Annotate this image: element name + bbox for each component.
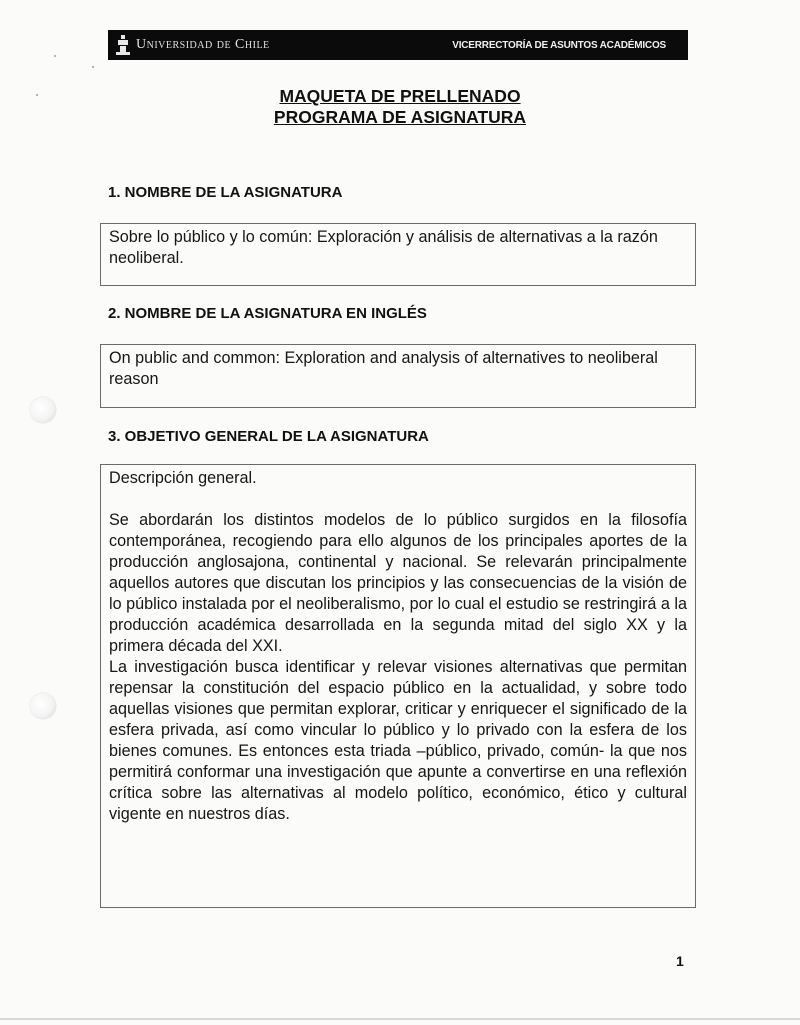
section-3-paragraph-1: Se abordarán los distintos modelos de lo público surgidos en la filosofía contemporánea, recogiendo para ello algunos de los principales aportes de la producción anglosajona, continental y nacional. Se relevarán principalmente aquellos autores que discutan los principios y las consecuencias de la visión de lo público instalada por el neoliberalismo, por lo cual el estudio se restringirá a la producción académica desarrollada en la segunda mitad del siglo XX y la primera década del XXI.	[109, 511, 687, 655]
vice-rectory-label: VICERRECTORÍA DE ASUNTOS ACADÉMICOS	[452, 39, 666, 51]
section-3-box	[100, 464, 696, 908]
section-2-content: On public and common: Exploration and analysis of alternatives to neoliberal reason	[109, 349, 658, 388]
scan-speck	[54, 55, 56, 57]
document-title	[0, 86, 800, 128]
page-bottom-edge	[0, 1018, 800, 1020]
section-1-box	[100, 223, 696, 286]
university-name: Universidad de Chile	[136, 37, 270, 52]
page-number: 1	[676, 953, 684, 969]
title-line-2: PROGRAMA DE ASIGNATURA	[273, 107, 527, 127]
header-bar	[108, 30, 688, 60]
section-3-intro: Descripción general.	[109, 469, 257, 487]
university-crest-icon	[116, 35, 130, 55]
section-1-content: Sobre lo público y lo común: Exploración y análisis de alternativas a la razón neoliberal.	[109, 228, 658, 267]
section-3-paragraph-2: La investigación busca identificar y relevar visiones alternativas que permitan repensar la constitución del espacio público en la actualidad, y sobre todo aquellas visiones que permitan explorar, criticar y enriquecer el significado de la esfera privada, así como vincular lo público y lo privado con la esfera de los bienes comunes. Es entonces esta triada –público, privado, común- la que nos permitirá conformar una investigación que apunte a convertirse en una reflexión crítica sobre las alternativas al modelo político, económico, ético y cultural vigente en nuestros días.	[109, 658, 687, 823]
scan-speck	[36, 94, 38, 96]
section-2-heading: 2. NOMBRE DE LA ASIGNATURA EN INGLÉS	[108, 305, 427, 322]
header-branding	[116, 35, 270, 55]
punch-hole	[30, 693, 56, 719]
section-1-heading: 1. NOMBRE DE LA ASIGNATURA	[108, 184, 343, 201]
scan-speck	[92, 66, 94, 68]
section-2-box	[100, 344, 696, 408]
title-line-1: MAQUETA DE PRELLENADO	[279, 86, 521, 106]
section-3-heading: 3. OBJETIVO GENERAL DE LA ASIGNATURA	[108, 428, 429, 445]
punch-hole	[30, 397, 56, 423]
